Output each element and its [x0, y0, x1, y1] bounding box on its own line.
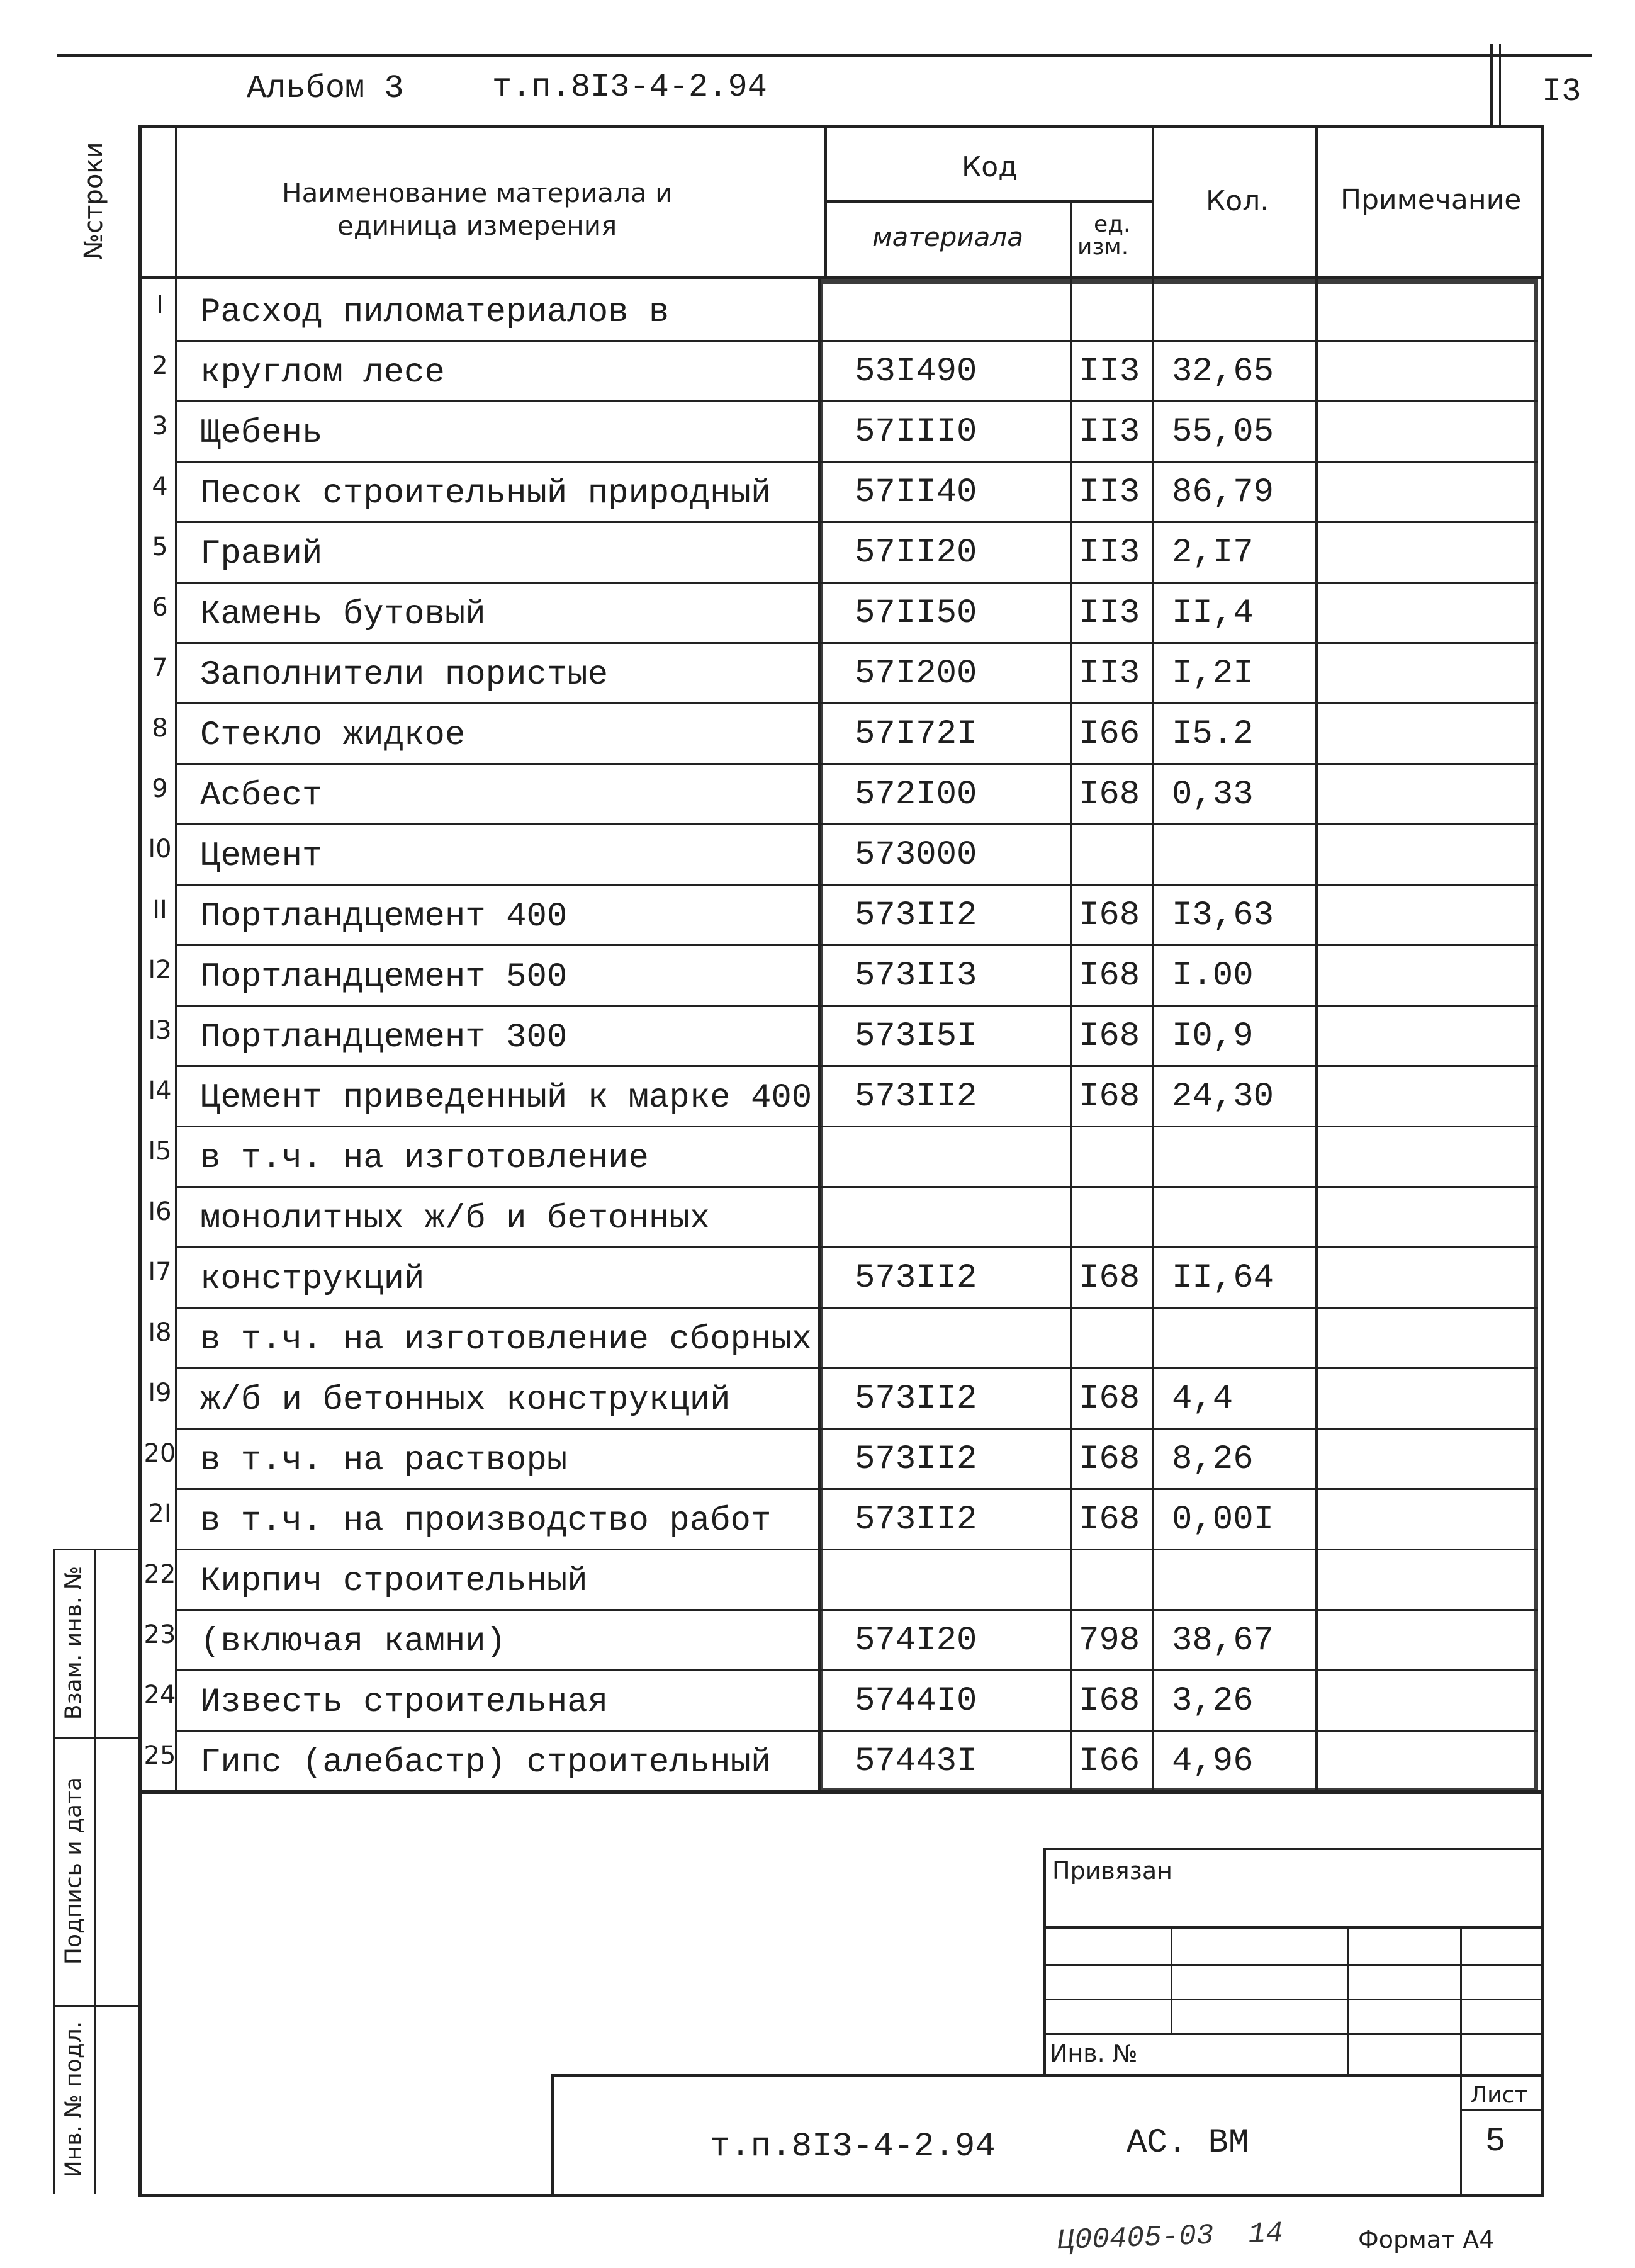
row-number: I5: [148, 1137, 172, 1166]
row-number: 20: [143, 1439, 176, 1468]
row-number: 23: [143, 1620, 176, 1649]
unit-code: I68: [1079, 957, 1140, 995]
unit-code: I68: [1079, 896, 1140, 935]
material-name: монолитных ж/б и бетонных: [200, 1200, 711, 1238]
quantity: II,4: [1172, 594, 1254, 633]
material-code: 573II2: [855, 1078, 977, 1116]
side-stamp-div2: [53, 2005, 141, 2007]
material-name: Песок строительный природный: [200, 475, 772, 513]
tb-sheet-no: 5: [1485, 2123, 1506, 2161]
row-number: I2: [148, 956, 172, 984]
table-row: [0, 1730, 1635, 1790]
unit-code: II3: [1079, 534, 1140, 572]
table-row: [0, 1549, 1635, 1609]
tb-vdiv3: [1460, 1926, 1462, 2196]
unit-code: II3: [1079, 473, 1140, 512]
tb-vdiv1: [1171, 1926, 1172, 2033]
row-number: I6: [148, 1197, 172, 1226]
header-code-material: материала: [872, 222, 1024, 252]
side-inv-podl: Инв. № подл.: [60, 2021, 87, 2178]
table-row: [0, 1246, 1635, 1307]
quantity: 2,I7: [1172, 534, 1254, 572]
unit-code: I66: [1079, 1742, 1140, 1781]
material-name: в т.ч. на растворы: [200, 1441, 568, 1480]
tb-vdiv2: [1347, 1926, 1349, 2075]
row-number: 8: [152, 714, 168, 743]
table-bottom-rule: [138, 1790, 1544, 1794]
table-row: [0, 702, 1635, 763]
tb-sheet-split: [1460, 2109, 1541, 2111]
header-code: Код: [962, 151, 1018, 183]
quantity: I.00: [1172, 957, 1254, 995]
quantity: 38,67: [1172, 1622, 1274, 1660]
code-split-rule: [824, 200, 1152, 203]
row-number: I4: [148, 1076, 172, 1105]
tb-row4: [1043, 2033, 1541, 2035]
table-row: [0, 582, 1635, 642]
material-name: Кирпич строительный: [200, 1562, 588, 1601]
header-row-no: №строки: [79, 142, 108, 260]
tb-doc-code: т.п.8I3-4-2.94: [710, 2128, 996, 2166]
row-number: 24: [143, 1681, 176, 1710]
unit-code: I68: [1079, 1078, 1140, 1116]
material-name: конструкций: [200, 1260, 425, 1299]
table-row: [0, 884, 1635, 944]
unit-code: 798: [1079, 1622, 1140, 1660]
material-code: 573II2: [855, 1259, 977, 1297]
table-row: [0, 823, 1635, 884]
table-row: [0, 279, 1635, 340]
header-note: Примечание: [1340, 184, 1522, 216]
row-number: I: [156, 291, 164, 320]
header-corner-rule-2: [1499, 44, 1501, 125]
unit-code: I68: [1079, 1017, 1140, 1056]
unit-code: II3: [1079, 655, 1140, 693]
material-name: (включая камни): [200, 1623, 507, 1661]
table-row: [0, 1609, 1635, 1669]
material-name: Заполнители пористые: [200, 656, 609, 694]
material-code: 572I00: [855, 776, 977, 814]
material-code: 5744I0: [855, 1682, 977, 1720]
material-name: Цемент: [200, 837, 323, 876]
row-number: 2: [152, 351, 168, 380]
tb-row2: [1043, 1964, 1541, 1966]
table-row: [0, 1126, 1635, 1186]
tb-main-top: [551, 2074, 1541, 2077]
unit-code: I68: [1079, 1259, 1140, 1297]
material-code: 573II3: [855, 957, 977, 995]
row-number: 4: [152, 472, 168, 501]
tb-mark: АС. ВМ: [1127, 2124, 1249, 2162]
row-number: 2I: [148, 1499, 172, 1528]
material-code: 57I72I: [855, 715, 977, 753]
material-code: 573II2: [855, 1501, 977, 1539]
material-name: в т.ч. на производство работ: [200, 1502, 772, 1540]
material-code: 57II50: [855, 594, 977, 633]
material-code: 57II20: [855, 534, 977, 572]
material-name: Стекло жидкое: [200, 716, 466, 755]
table-row: [0, 763, 1635, 823]
table-row: [0, 1428, 1635, 1488]
material-name: Расход пиломатериалов в: [200, 293, 670, 332]
material-name: Гипс (алебастр) строительный: [200, 1744, 772, 1782]
tb-inv-no: Инв. №: [1050, 2040, 1138, 2067]
material-code: 53I490: [855, 353, 977, 391]
side-stamp-mid: [94, 1549, 96, 2194]
quantity: II,64: [1172, 1259, 1274, 1297]
material-name: Известь строительная: [200, 1683, 609, 1722]
table-row: [0, 521, 1635, 582]
tb-privyazan-top: [1043, 1848, 1541, 1850]
table-row: [0, 1488, 1635, 1549]
header-code-unit-1: ед.: [1094, 212, 1131, 237]
header-name-line1: Наименование материала и: [282, 178, 673, 208]
quantity: 4,4: [1172, 1380, 1233, 1418]
table-row: [0, 1307, 1635, 1367]
material-code: 57II40: [855, 473, 977, 512]
row-number: II: [152, 895, 167, 924]
album-label: Альбом 3: [247, 70, 404, 107]
table-row: [0, 1186, 1635, 1246]
row-number: 25: [143, 1741, 176, 1770]
material-name: Портландцемент 300: [200, 1018, 568, 1057]
tb-row3: [1043, 1999, 1541, 2000]
quantity: I,2I: [1172, 655, 1254, 693]
material-name: Щебень: [200, 414, 323, 453]
row-number: I0: [148, 835, 172, 864]
material-name: в т.ч. на изготовление сборных: [200, 1321, 812, 1359]
footer-format: Формат А4: [1358, 2226, 1495, 2254]
tb-privyazan: Привязан: [1052, 1857, 1172, 1885]
unit-code: I68: [1079, 776, 1140, 814]
quantity: 3,26: [1172, 1682, 1254, 1720]
header-code-unit-2: изм.: [1077, 234, 1129, 260]
header-top-rule: [57, 54, 1592, 57]
project-code-header: т.п.8I3-4-2.94: [492, 69, 767, 106]
tb-sheet-label: Лист: [1470, 2082, 1528, 2108]
quantity: I3,63: [1172, 896, 1274, 935]
quantity: 32,65: [1172, 353, 1274, 391]
material-code: 573II2: [855, 1380, 977, 1418]
quantity: 4,96: [1172, 1742, 1254, 1781]
unit-code: II3: [1079, 594, 1140, 633]
header-name-line2: единица измерения: [337, 210, 617, 241]
tb-row1: [1043, 1926, 1541, 1929]
material-code: 57443I: [855, 1742, 977, 1781]
unit-code: I68: [1079, 1380, 1140, 1418]
col-div-note: [1315, 125, 1318, 276]
row-number: 3: [152, 412, 168, 441]
row-number: I7: [148, 1258, 172, 1287]
unit-code: I68: [1079, 1682, 1140, 1720]
unit-code: I68: [1079, 1501, 1140, 1539]
table-row: [0, 1065, 1635, 1126]
table-row: [0, 944, 1635, 1005]
table-row: [0, 1669, 1635, 1730]
material-name: в т.ч. на изготовление: [200, 1139, 649, 1178]
row-number: I3: [148, 1016, 172, 1045]
frame-bottom: [138, 2194, 1544, 2197]
table-row: [0, 340, 1635, 400]
material-code: 573II2: [855, 896, 977, 935]
material-name: Портландцемент 400: [200, 898, 568, 936]
material-name: Портландцемент 500: [200, 958, 568, 996]
col-div-name: [824, 125, 827, 276]
quantity: I0,9: [1172, 1017, 1254, 1056]
table-row: [0, 642, 1635, 702]
col-div-qty: [1152, 125, 1154, 276]
side-stamp-left: [53, 1549, 55, 2194]
material-code: 573000: [855, 836, 977, 874]
row-number: 7: [152, 653, 168, 682]
header-qty: Кол.: [1206, 185, 1269, 217]
material-name: ж/б и бетонных конструкций: [200, 1381, 731, 1419]
col-div-unit: [1070, 200, 1072, 276]
table-row: [0, 400, 1635, 461]
material-code: 573I5I: [855, 1017, 977, 1056]
row-number: 22: [143, 1560, 176, 1589]
unit-code: I68: [1079, 1440, 1140, 1479]
quantity: 86,79: [1172, 473, 1274, 512]
table-row: [0, 1367, 1635, 1428]
quantity: 24,30: [1172, 1078, 1274, 1116]
tb-privyazan-left: [1043, 1848, 1046, 2075]
page-corner-number: I3: [1542, 73, 1582, 110]
material-code: 57III0: [855, 413, 977, 451]
quantity: 55,05: [1172, 413, 1274, 451]
material-code: 574I20: [855, 1622, 977, 1660]
row-number: I8: [148, 1318, 172, 1347]
frame-top: [138, 125, 1544, 128]
header-corner-rule: [1490, 44, 1493, 125]
table-row: [0, 1005, 1635, 1065]
side-vzam: Взам. инв. №: [60, 1566, 87, 1720]
row-number: 6: [152, 593, 168, 622]
material-name: Цемент приведенный к марке 400: [200, 1079, 812, 1117]
material-code: 573II2: [855, 1440, 977, 1479]
material-name: круглом лесе: [200, 354, 445, 392]
row-number: 5: [152, 533, 168, 561]
row-number: 9: [152, 774, 168, 803]
quantity: 0,00I: [1172, 1501, 1274, 1539]
table-row: [0, 461, 1635, 521]
material-name: Асбест: [200, 777, 323, 815]
unit-code: II3: [1079, 353, 1140, 391]
side-stamp-div1: [53, 1737, 141, 1739]
tb-main-left: [551, 2074, 554, 2196]
unit-code: II3: [1079, 413, 1140, 451]
unit-code: I66: [1079, 715, 1140, 753]
material-name: Камень бутовый: [200, 595, 486, 634]
row-number: I9: [148, 1379, 172, 1408]
quantity: 8,26: [1172, 1440, 1254, 1479]
quantity: 0,33: [1172, 776, 1254, 814]
material-code: 57I200: [855, 655, 977, 693]
material-name: Гравий: [200, 535, 323, 573]
side-stamp-top: [53, 1549, 141, 1550]
quantity: I5.2: [1172, 715, 1254, 753]
footer-handwritten-number: Ц00405-03 14: [1057, 2216, 1284, 2258]
side-podpis: Подпись и дата: [60, 1776, 87, 1965]
